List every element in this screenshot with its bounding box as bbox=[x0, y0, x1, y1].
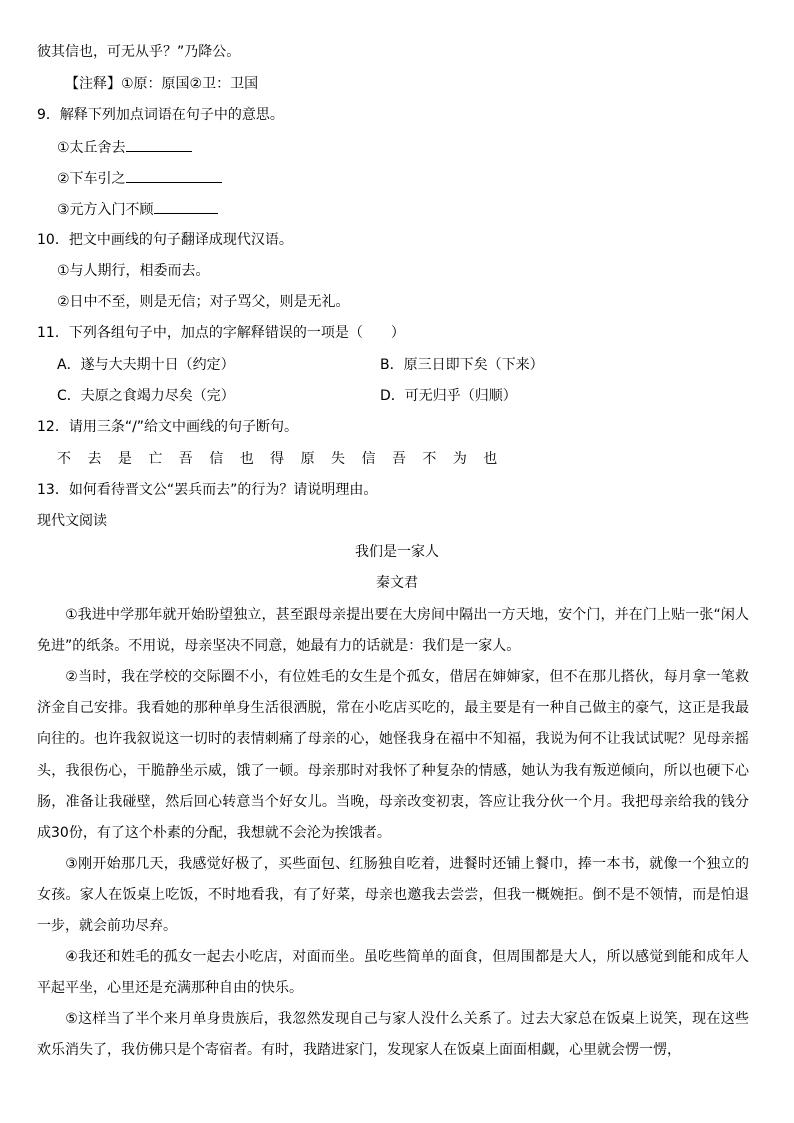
article-paragraph-5 bbox=[37, 1004, 749, 1066]
question-9-item-1 bbox=[57, 137, 192, 158]
question-10-item-1: ①与人期行，相委而去。 bbox=[57, 263, 210, 279]
article-paragraph-1 bbox=[37, 600, 749, 662]
text-line: 彼其信也，可无从乎？”乃降公。 bbox=[37, 44, 241, 60]
article-paragraph-2 bbox=[37, 662, 749, 849]
paragraph-text: ②当时，我在学校的交际圈不小，有位姓毛的女生是个孤女，借居在婶婶家，但不在那儿搭伙，每月拿一笔救济金自己安排。我看她的那种单身生活很洒脱，常在小吃店买吃的，最主要是有一种自己做主的豪气，这正是我最向往的。也许我叙说这一切时的表情刺痛了母亲的心，她怪我身在福中不知福，我说为何不让我试试呢？见母亲摇头，我很伤心，干脆静坐示威，饿了一顿。母亲那时对我怀了种复杂的情感，她认为我有叛逆倾向，所以也硬下心肠，准备让我碰壁，然后回心转意当个好女儿。当晚，母亲改变初衷，答应让我分伙一个月。我把母亲给我的钱分成30份，有了这个朴素的分配，我想就不会沦为挨饿者。 bbox=[37, 669, 749, 842]
question-12-stem: 12．请用三条“/”给文中画线的句子断句。 bbox=[37, 419, 299, 435]
answer-blank[interactable] bbox=[154, 199, 218, 214]
question-9-item-3 bbox=[57, 199, 218, 220]
question-12-sentence: 不 去 是 亡 吾 信 也 得 原 失 信 吾 不 为 也 bbox=[57, 451, 504, 467]
article-paragraph-4 bbox=[37, 942, 749, 1004]
article-paragraph-3 bbox=[37, 849, 749, 943]
answer-blank[interactable] bbox=[126, 137, 192, 152]
item-text: ②下车引之 bbox=[57, 171, 126, 187]
option-c[interactable]: C．夫原之食竭力尽矣（完） bbox=[57, 388, 235, 404]
paragraph-text: ③刚开始那几天，我感觉好极了，买些面包、红肠独自吃着，进餐时还铺上餐巾，捧一本书，就像一个独立的女孩。家人在饭桌上吃饭，不时地看我，有了好菜，母亲也邀我去尝尝，但我一概婉拒。倒不是不领情，而是怕退一步，就会前功尽弃。 bbox=[37, 856, 749, 935]
section-heading: 现代文阅读 bbox=[37, 513, 107, 529]
paragraph-text: ④我还和姓毛的孤女一起去小吃店，对面而坐。虽吃些简单的面食，但周围都是大人，所以感觉到能和成年人平起平坐，心里还是充满那种自由的快乐。 bbox=[37, 949, 749, 997]
paragraph-text: ⑤这样当了半个来月单身贵族后，我忽然发现自己与家人没什么关系了。过去大家总在饭桌上说笑，现在这些欢乐消失了，我仿佛只是个寄宿者。有时，我踏进家门，发现家人在饭桌上面面相觑，心里就会愣一愣， bbox=[37, 1011, 749, 1059]
option-b[interactable]: B．原三日即下矣（下来） bbox=[380, 357, 544, 373]
item-text: ①太丘舍去 bbox=[57, 140, 126, 156]
annotation-note: 【注释】①原：原国②卫：卫国 bbox=[65, 76, 259, 92]
question-10-item-2: ②日中不至，则是无信；对子骂父，则是无礼。 bbox=[57, 294, 350, 310]
article-title: 我们是一家人 bbox=[355, 544, 439, 560]
option-a[interactable]: A．遂与大夫期十日（约定） bbox=[57, 357, 235, 373]
answer-blank[interactable] bbox=[126, 168, 222, 183]
option-d[interactable]: D．可无归乎（归顺） bbox=[380, 388, 517, 404]
question-13-stem: 13．如何看待晋文公“罢兵而去”的行为？请说明理由。 bbox=[37, 482, 378, 498]
paragraph-text: ①我进中学那年就开始盼望独立，甚至跟母亲提出要在大房间中隔出一方天地，安个门，并在门上贴一张“闲人免进”的纸条。不用说，母亲坚决不同意，她最有力的话就是：我们是一家人。 bbox=[37, 607, 749, 655]
item-text: ③元方入门不顾 bbox=[57, 202, 154, 218]
article-author: 秦文君 bbox=[376, 575, 418, 591]
question-10-stem: 10．把文中画线的句子翻译成现代汉语。 bbox=[37, 232, 293, 248]
question-9-item-2 bbox=[57, 168, 222, 189]
question-9-stem: 9．解释下列加点词语在句子中的意思。 bbox=[37, 107, 284, 123]
question-11-stem: 11．下列各组句子中，加点的字解释错误的一项是（ ） bbox=[37, 325, 405, 341]
